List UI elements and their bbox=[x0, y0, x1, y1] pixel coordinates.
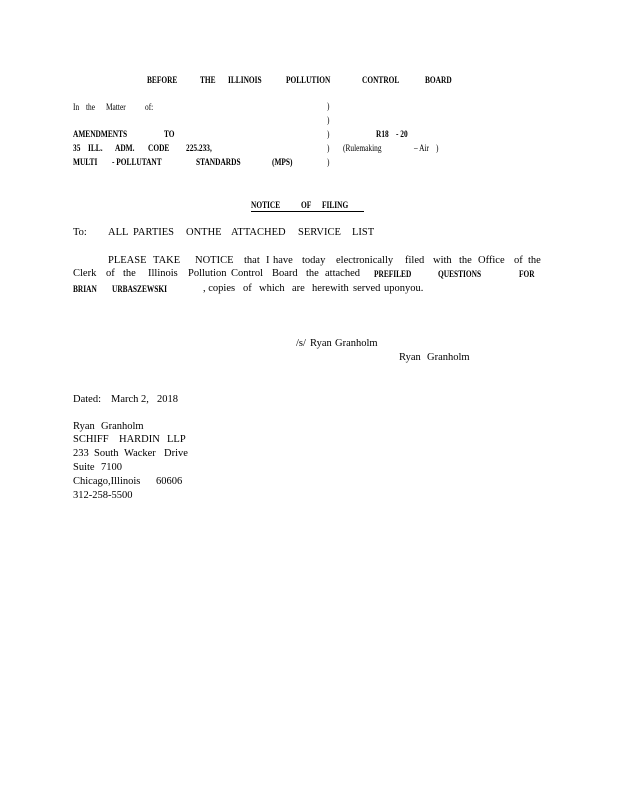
address-word: Granholm bbox=[101, 421, 144, 432]
matter-word: In bbox=[73, 102, 80, 112]
address-word: Ryan bbox=[73, 421, 95, 432]
rulemaking-word: ) bbox=[436, 143, 439, 153]
to-word: ONTHE bbox=[186, 227, 222, 238]
dated-word: Dated: bbox=[73, 394, 101, 405]
paren: ) bbox=[327, 115, 330, 125]
title-word: CONTROL bbox=[362, 75, 400, 85]
body-word: PLEASE bbox=[108, 255, 147, 266]
title-word: ILLINOIS bbox=[228, 75, 262, 85]
body-bold-word: BRIAN bbox=[73, 284, 97, 294]
caption-word: 225.233, bbox=[186, 143, 212, 153]
title-word: THE bbox=[200, 75, 216, 85]
body-bold-word: PREFILED bbox=[374, 269, 412, 279]
body-bold-word: FOR bbox=[519, 269, 535, 279]
paren: ) bbox=[327, 129, 330, 139]
body-word: electronically bbox=[336, 255, 394, 266]
body-word: Board bbox=[272, 268, 298, 279]
body-word: the bbox=[306, 268, 319, 279]
typed-name-word: Granholm bbox=[427, 352, 470, 363]
signature-word: Granholm bbox=[335, 338, 378, 349]
caption-word: TO bbox=[164, 129, 175, 139]
to-word: SERVICE bbox=[298, 227, 341, 238]
address-word: HARDIN bbox=[119, 434, 160, 445]
address-word: Wacker bbox=[124, 448, 156, 459]
caption-word: STANDARDS bbox=[196, 157, 241, 167]
matter-word: of: bbox=[145, 102, 154, 112]
signature-word: Ryan bbox=[310, 338, 332, 349]
body-word: the bbox=[528, 255, 541, 266]
body-word: Control bbox=[231, 268, 264, 279]
heading-underline bbox=[251, 211, 364, 212]
matter-word: the bbox=[86, 102, 96, 112]
address-word: 60606 bbox=[156, 476, 183, 487]
body-word: uponyou. bbox=[384, 283, 424, 294]
address-word: LLP bbox=[167, 434, 186, 445]
caption-word: - POLLUTANT bbox=[112, 157, 162, 167]
caption-word: 35 bbox=[73, 143, 81, 153]
caption-word: ADM. bbox=[115, 143, 135, 153]
body-word: I bbox=[266, 255, 270, 266]
heading-word: FILING bbox=[322, 200, 349, 210]
title-word: POLLUTION bbox=[286, 75, 331, 85]
address-word: Drive bbox=[164, 448, 188, 459]
caption-word: MULTI bbox=[73, 157, 98, 167]
body-word: herewith bbox=[312, 283, 349, 294]
dated-word: March bbox=[111, 394, 139, 405]
address-word: 7100 bbox=[101, 462, 122, 473]
caption-word: AMENDMENTS bbox=[73, 129, 128, 139]
to-word: ALL bbox=[108, 227, 129, 238]
body-word: that bbox=[244, 255, 260, 266]
body-word: Office bbox=[478, 255, 505, 266]
to-word: PARTIES bbox=[133, 227, 174, 238]
body-word: Pollution bbox=[188, 268, 227, 279]
title-word: BOARD bbox=[425, 75, 452, 85]
address-word: 233 bbox=[73, 448, 89, 459]
caption-word: ILL. bbox=[88, 143, 103, 153]
body-word: served bbox=[353, 283, 381, 294]
phone-number: 312-258-5500 bbox=[73, 490, 133, 501]
signature-word: /s/ bbox=[296, 338, 306, 349]
body-word: , copies bbox=[203, 283, 236, 294]
rulemaking-word: – Air bbox=[414, 143, 429, 153]
paren: ) bbox=[327, 101, 330, 111]
body-word: have bbox=[273, 255, 293, 266]
caption-word: (MPS) bbox=[272, 157, 293, 167]
body-word: TAKE bbox=[153, 255, 181, 266]
address-word: Chicago,Illinois bbox=[73, 476, 141, 487]
docket-word: R18 bbox=[376, 129, 389, 139]
body-word: filed bbox=[405, 255, 425, 266]
address-word: Suite bbox=[73, 462, 95, 473]
body-word: which bbox=[259, 283, 285, 294]
body-word: with bbox=[433, 255, 452, 266]
matter-word: Matter bbox=[106, 102, 126, 112]
address-word: SCHIFF bbox=[73, 434, 109, 445]
typed-name-word: Ryan bbox=[399, 352, 421, 363]
rulemaking-word: (Rulemaking bbox=[343, 143, 382, 153]
heading-word: OF bbox=[301, 200, 312, 210]
dated-word: 2018 bbox=[157, 394, 178, 405]
body-word: of bbox=[106, 268, 115, 279]
address-word: South bbox=[94, 448, 119, 459]
to-word: LIST bbox=[352, 227, 375, 238]
body-word: attached bbox=[325, 268, 360, 279]
body-word: Clerk bbox=[73, 268, 97, 279]
body-word: of bbox=[243, 283, 252, 294]
dated-word: 2, bbox=[141, 394, 149, 405]
body-word: are bbox=[292, 283, 305, 294]
body-word: of bbox=[514, 255, 523, 266]
body-word: today bbox=[302, 255, 326, 266]
to-word: To: bbox=[73, 227, 87, 238]
body-word: NOTICE bbox=[195, 255, 234, 266]
caption-word: CODE bbox=[148, 143, 170, 153]
body-word: the bbox=[123, 268, 136, 279]
body-word: Illinois bbox=[148, 268, 178, 279]
heading-word: NOTICE bbox=[251, 200, 281, 210]
docket-word: - 20 bbox=[396, 129, 408, 139]
paren: ) bbox=[327, 143, 330, 153]
body-word: the bbox=[459, 255, 472, 266]
title-word: BEFORE bbox=[147, 75, 178, 85]
body-bold-word: QUESTIONS bbox=[438, 269, 482, 279]
to-word: ATTACHED bbox=[231, 227, 286, 238]
body-bold-word: URBASZEWSKI bbox=[112, 284, 167, 294]
paren: ) bbox=[327, 157, 330, 167]
